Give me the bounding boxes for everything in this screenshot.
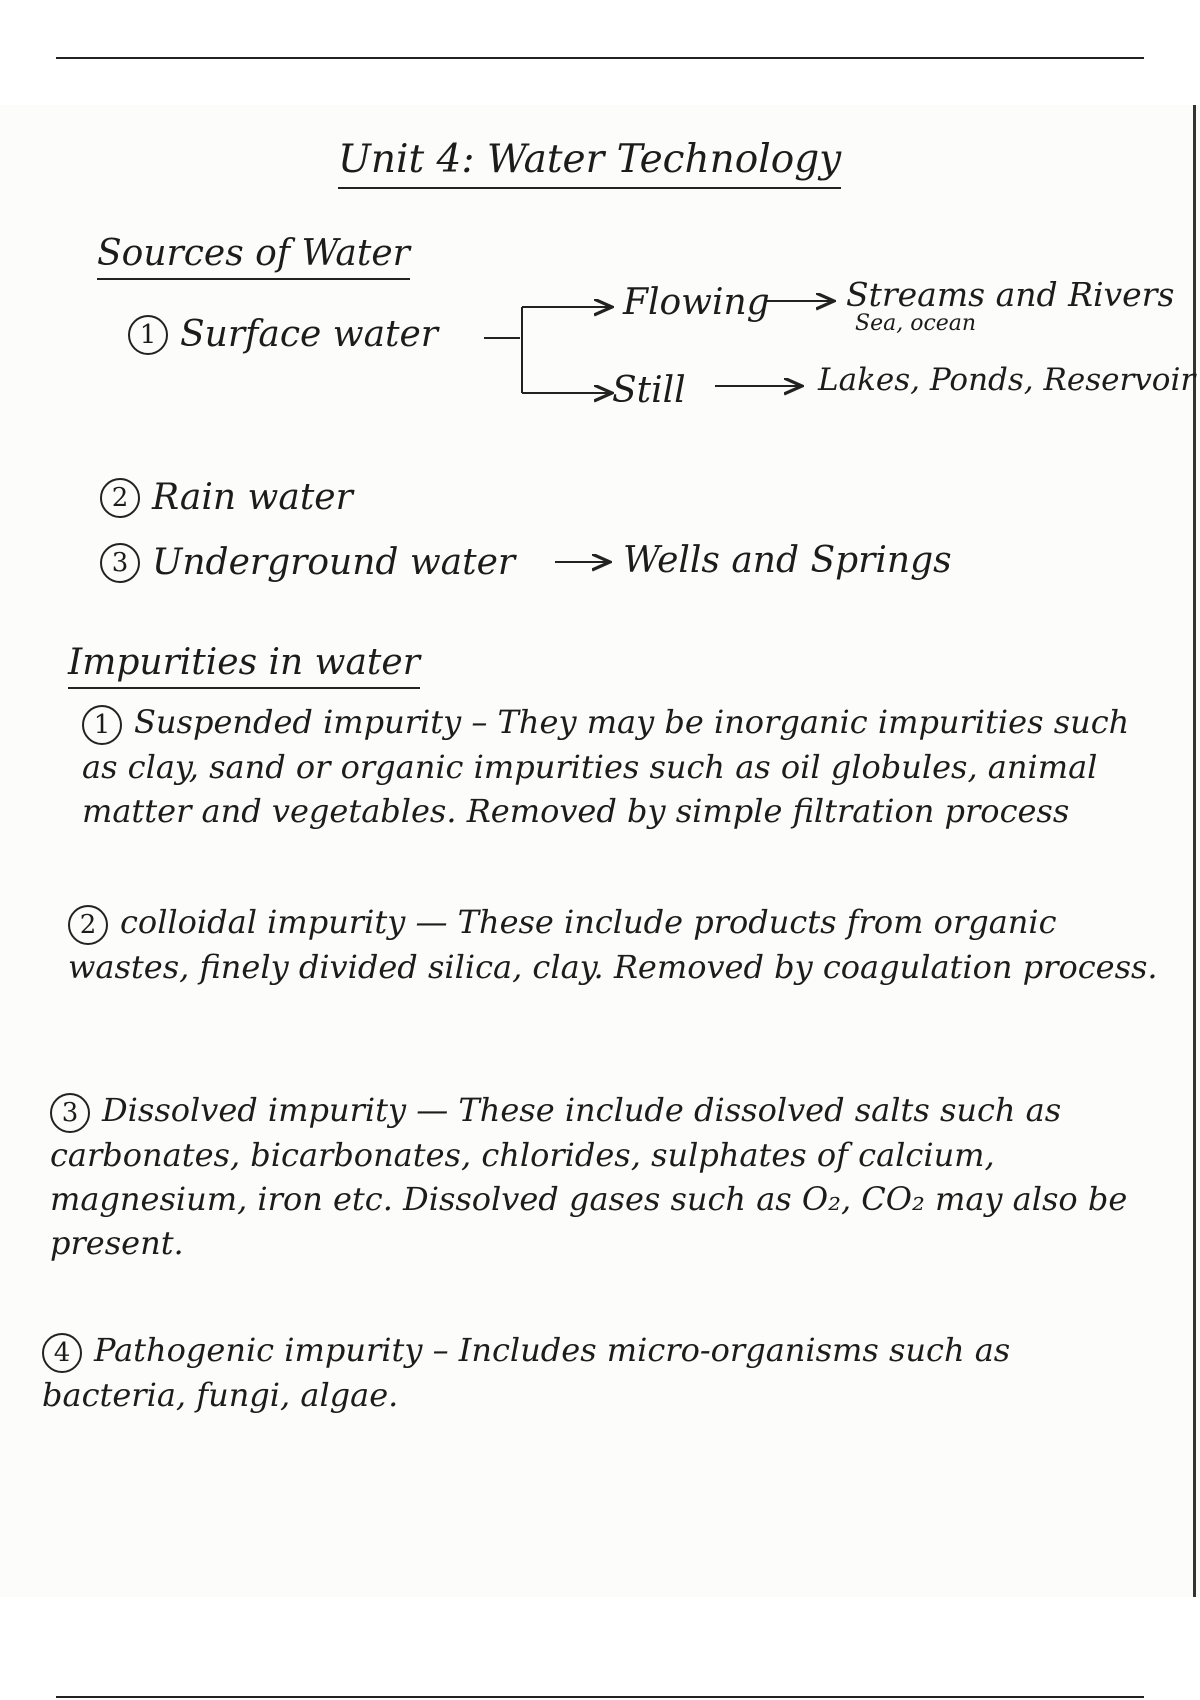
impurity-item: 4 Pathogenic impurity – Includes micro-organisms such as bacteria, fungi, algae. — [42, 1331, 1011, 1414]
number-badge: 3 — [50, 1093, 90, 1133]
flowing-examples: Streams and Rivers — [846, 275, 1175, 314]
number-badge: 3 — [100, 543, 140, 583]
impurity-description: These include products from organic wastes, finely divided silica, clay. Removed by coagulation process. — [68, 903, 1158, 986]
source-item-rain-water — [100, 478, 353, 518]
impurity-name: Suspended impurity — [134, 703, 462, 741]
impurities-heading: Impurities in water — [68, 645, 420, 689]
impurity-description: They may be inorganic impurities such as clay, sand or organic impurities such as oil globules, animal matter and vegetables. Removed by simple filtration process — [82, 703, 1130, 830]
source-label: Rain water — [152, 477, 353, 518]
page-title: Unit 4: Water Technology — [338, 140, 841, 189]
number-badge: 2 — [68, 905, 108, 945]
source-label: Surface water — [180, 314, 439, 355]
flowing-label: Flowing — [623, 282, 770, 323]
still-examples: Lakes, Ponds, Reservoir — [818, 362, 1196, 398]
impurity-name: Dissolved impurity — [102, 1091, 407, 1129]
impurity-item: 1 Suspended impurity – They may be inorganic impurities such as clay, sand or organic impurities such as oil globules, animal matter and vegetables. Removed by simple filtration process — [82, 703, 1130, 830]
sources-heading: Sources of Water — [97, 236, 410, 280]
impurity-item: 2 colloidal impurity — These include products from organic wastes, finely divided silica, clay. Removed by coagulation process. — [68, 903, 1158, 986]
impurity-item: 3 Dissolved impurity — These include dissolved salts such as carbonates, bicarbonates, chlorides, sulphates of calcium, magnesium, iron etc. Dissolved gases such as O₂, CO₂ may also be present. — [50, 1091, 1128, 1262]
impurity-description: These include dissolved salts such as carbonates, bicarbonates, chlorides, sulphates of calcium, magnesium, iron etc. Dissolved gases such as O₂, CO₂ may also be present. — [50, 1091, 1128, 1262]
impurity-name: colloidal impurity — [120, 903, 406, 941]
source-item-underground-water — [100, 543, 515, 583]
number-badge: 4 — [42, 1333, 82, 1373]
impurity-description: Includes micro-organisms such as bacteria, fungi, algae. — [42, 1331, 1011, 1414]
number-badge: 2 — [100, 478, 140, 518]
underground-examples: Wells and Springs — [623, 540, 952, 581]
number-badge: 1 — [128, 315, 168, 355]
impurity-name: Pathogenic impurity — [94, 1331, 423, 1369]
bottom-rule — [56, 1696, 1144, 1698]
number-badge: 1 — [82, 705, 122, 745]
flowing-examples-sub: Sea, ocean — [855, 311, 977, 336]
source-label: Underground water — [152, 542, 516, 583]
still-label: Still — [612, 370, 686, 411]
